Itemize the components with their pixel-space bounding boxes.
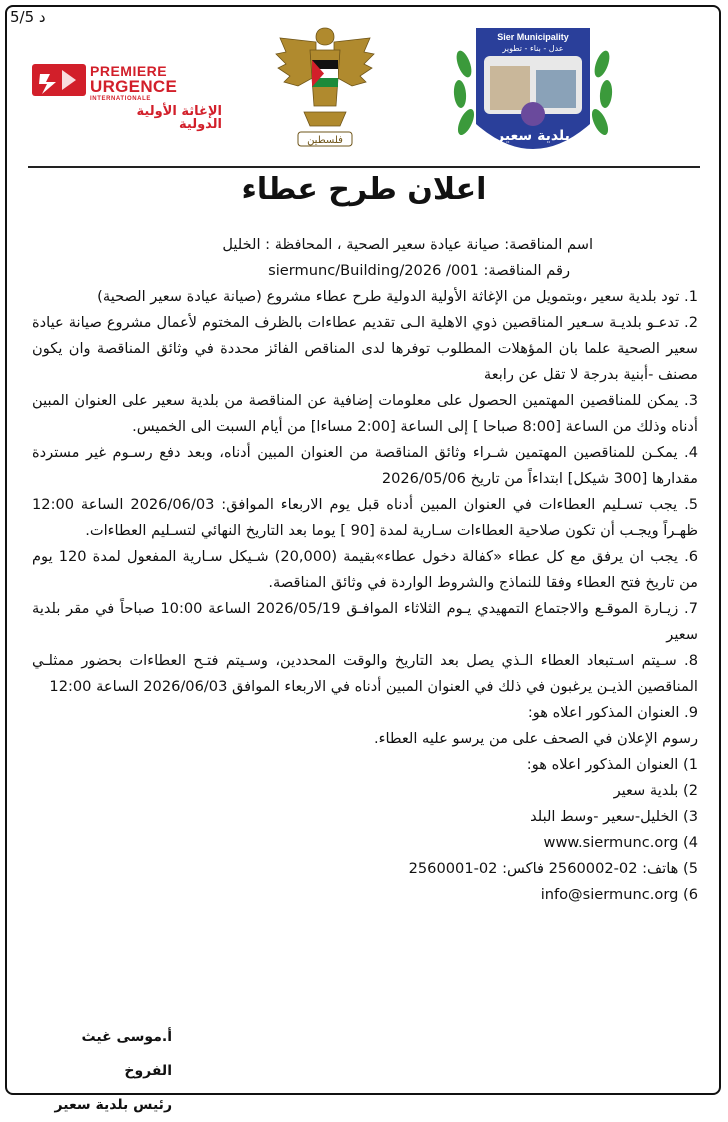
muni-name-en: Sier Municipality xyxy=(497,32,569,42)
emblem-label: فلسطين xyxy=(307,135,343,146)
list-item: 6. يجب ان يرفق مع كل عطاء «كفالة دخول عطاء»بقيمة (20,000) شـيكل سـارية المفعول لمدة 120 يوم من تاريخ فتح العطاء وفقا للنماذج والشروط الواردة في وثائق المناقصة. xyxy=(32,548,698,591)
ngo-line3: INTERNATIONALE xyxy=(90,96,151,102)
premiere-urgence-wordmark xyxy=(90,64,222,131)
list-item: 1. تود بلدية سعير ،وبتمويل من الإغاثة الأولية الدولية طرح عطاء مشروع (صيانة عيادة سعير الصحية) xyxy=(97,288,698,305)
list-item: 2. تدعـو بلديـة سـعير المناقصين ذوي الاهلية الـى تقديم عطاءات بالظرف المختوم لأعمال مشروع صيانة عيادة سعير الصحية علما بان المؤهلات المطلوب توفرها لدى المناقص الفائز محددة في وثائق المناقصة وان يكون مصنف -أبنية بدرجة لا تقل عن رابعة xyxy=(32,314,698,383)
tender-name: اسم المناقصة: صيانة عيادة سعير الصحية ، المحافظة : الخليل xyxy=(222,236,593,253)
list-item: 5. يجب تسـليم العطاءات في العنوان المبين أدناه قبل يوم الاربعاء الموافق: 2026/06/03 الساعة 12:00 ظهـراً ويجـب أن تكون صلاحية العطاءات سـارية لمدة [90 ] يوما بعد التاريخ النهائي لتسـليم العطاءات. xyxy=(32,496,699,539)
address-item: 3) الخليل-سعير -وسط البلد xyxy=(530,808,698,825)
muni-motto: عدل - بناء - تطوير xyxy=(502,44,564,53)
list-item: 3. يمكن للمناقصين المهتمين الحصول على معلومات إضافية عن المناقصة من بلدية سعير على العنوان المبين أدناه وذلك من الساعة [8:00 صباحا ] إلى الساعة [2:00 مساءا] من أيام السبت الى الخميس. xyxy=(32,392,698,435)
page-number: 5/5 د xyxy=(10,8,46,26)
sier-municipality-logo xyxy=(452,14,614,166)
address-website: 4) www.siermunc.org xyxy=(543,834,698,851)
signature-block xyxy=(32,1020,172,1122)
muni-name-ar: بلدية سعير xyxy=(496,128,570,144)
list-item: 7. زيـارة الموقـع والاجتماع التمهيدي يـوم الثلاثاء الموافـق 2026/05/19 الساعة 10:00 صباحاً في مقر بلدية سعير xyxy=(32,600,698,643)
announcement-body xyxy=(32,232,698,908)
address-email: 6) info@siermunc.org xyxy=(540,886,698,903)
address-item: 1) العنوان المذكور اعلاه هو: xyxy=(526,756,698,773)
list-item: 8. سـيتم اسـتبعاد العطاء الـذي يصل بعد التاريخ والوقت المحددين، وسـيتم فتـح العطاءات بحضور ممثلـي المناقصين الذيـن يرغبون في ذلك في العنوان المبين أدناه في الاربعاء الموافق 2026/06/03 الساعة 12:00 xyxy=(32,652,698,695)
header-divider xyxy=(28,166,700,168)
signatory-name: أ.موسى غيث الفروخ xyxy=(81,1029,172,1079)
ad-fees-note: رسوم الإعلان في الصحف على من يرسو عليه العطاء. xyxy=(373,730,698,747)
list-item: 4. يمكـن للمناقصين المهتمين شـراء وثائق المناقصة من العنوان المبين أدناه، وبعد دفع رسـوم غير مستردة مقدارها [300 شيكل] ابتداءاً من تاريخ 2026/05/06 xyxy=(32,444,698,487)
palestine-eagle-emblem xyxy=(272,20,378,154)
list-item: 9. العنوان المذكور اعلاه هو: xyxy=(527,704,698,721)
page-title: اعلان طرح عطاء xyxy=(241,172,487,207)
ngo-line4: الإغاثة الأولية الدولية xyxy=(136,104,222,132)
address-item: 2) بلدية سعير xyxy=(613,782,698,799)
address-phone-fax: 5) هاتف: 02-2560002 فاكس: 02-2560001 xyxy=(408,860,698,877)
ngo-line2: URGENCE xyxy=(90,77,178,96)
signatory-position: رئيس بلدية سعير xyxy=(54,1097,172,1113)
tender-number: رقم المناقصة: siermunc/Building/2026 /001 xyxy=(268,262,570,279)
ngo-line1: PREMIERE xyxy=(90,63,168,79)
